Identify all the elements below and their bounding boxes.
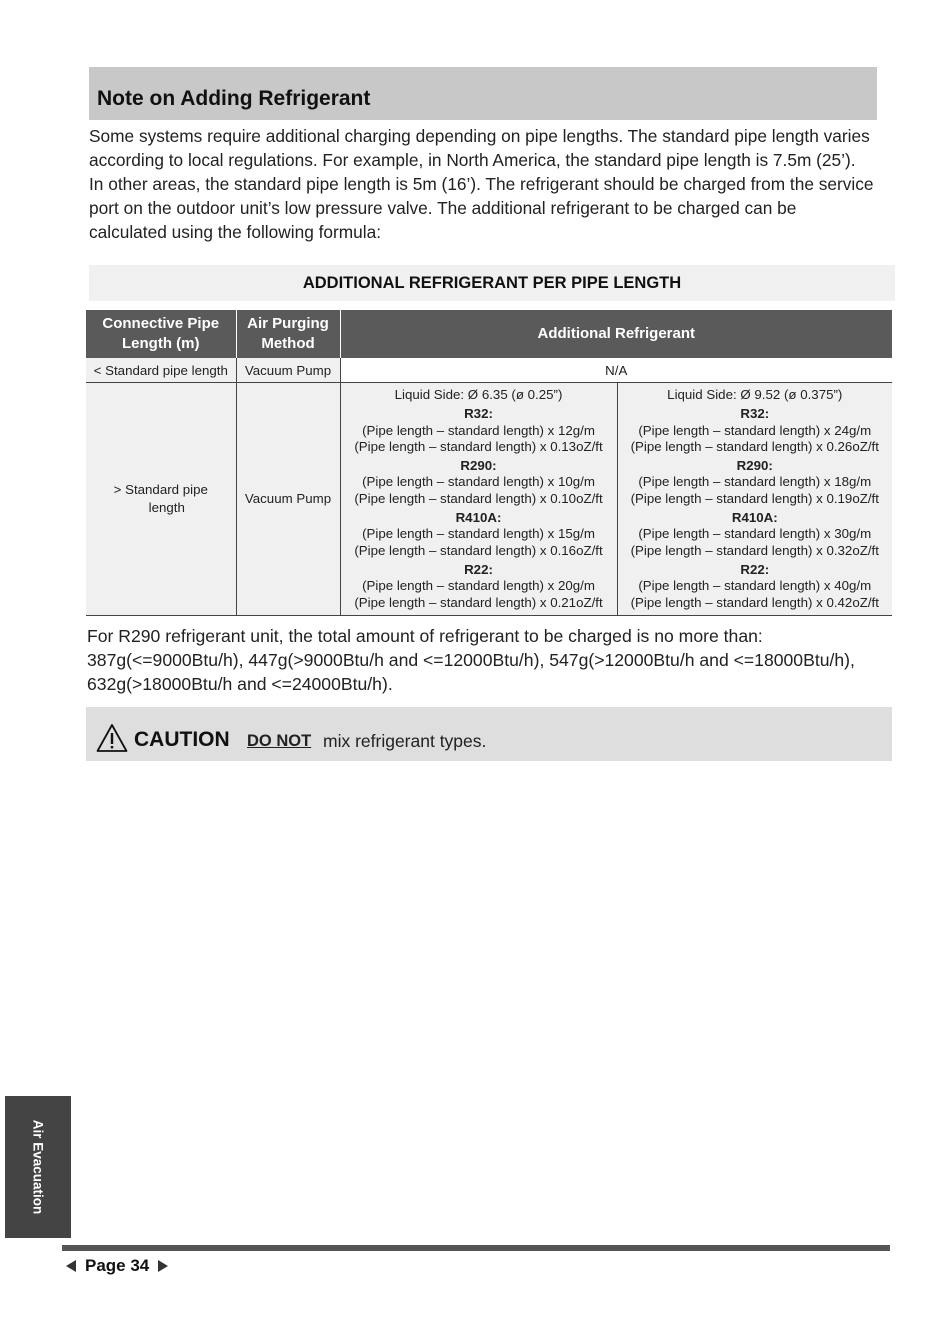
cell-length: < Standard pipe length bbox=[86, 358, 236, 383]
footer-divider bbox=[62, 1245, 890, 1251]
cell-length-line: length bbox=[148, 499, 185, 515]
intro-line: calculated using the following formula: bbox=[89, 222, 382, 242]
previous-page-icon[interactable] bbox=[66, 1260, 76, 1272]
next-page-icon[interactable] bbox=[158, 1260, 168, 1272]
cell-value: N/A bbox=[340, 358, 892, 383]
table-row bbox=[86, 383, 892, 616]
caution-text: mix refrigerant types. bbox=[323, 731, 487, 751]
refrigerant-name: R22: bbox=[740, 561, 770, 577]
caution-label: CAUTION bbox=[134, 728, 230, 751]
formula-metric: (Pipe length – standard length) x 15g/m bbox=[362, 526, 595, 542]
intro-paragraph bbox=[89, 124, 879, 244]
refrigerant-name: R22: bbox=[464, 561, 493, 577]
page-number: Page 34 bbox=[85, 1256, 150, 1275]
intro-line: according to local regulations. For example, in North America, the standard pipe length is 7.5m (25’). bbox=[89, 150, 856, 170]
liquid-side-heading: Liquid Side: Ø 9.52 (ø 0.375”) bbox=[667, 387, 843, 402]
section-header bbox=[89, 67, 877, 120]
cell-length bbox=[86, 383, 236, 616]
formula-imperial: (Pipe length – standard length) x 0.32oZ/ft bbox=[630, 542, 879, 558]
formula-imperial: (Pipe length – standard length) x 0.16oZ/ft bbox=[354, 542, 603, 558]
formula-metric: (Pipe length – standard length) x 20g/m bbox=[362, 578, 595, 594]
liquid-side-heading: Liquid Side: Ø 6.35 (ø 0.25”) bbox=[394, 387, 563, 402]
table-title: ADDITIONAL REFRIGERANT PER PIPE LENGTH bbox=[89, 265, 895, 301]
note-line: 632g(>18000Btu/h and <=24000Btu/h). bbox=[87, 674, 393, 694]
refrigerant-name: R290: bbox=[736, 458, 773, 474]
formula-imperial: (Pipe length – standard length) x 0.13oZ/ft bbox=[354, 438, 603, 454]
refrigerant-name: R32: bbox=[464, 406, 493, 422]
formula-imperial: (Pipe length – standard length) x 0.26oZ/ft bbox=[630, 438, 879, 454]
cell-liquid-side-952 bbox=[617, 383, 892, 616]
caution-emphasis: DO NOT bbox=[247, 732, 312, 750]
r290-note bbox=[87, 624, 907, 696]
refrigerant-name: R32: bbox=[740, 406, 770, 422]
side-tab bbox=[5, 1096, 71, 1238]
formula-metric: (Pipe length – standard length) x 40g/m bbox=[638, 578, 872, 594]
note-line: 387g(<=9000Btu/h), 447g(>9000Btu/h and <=12000Btu/h), 547g(>12000Btu/h and <=18000Btu/h), bbox=[87, 650, 855, 670]
refrigerant-name: R410A: bbox=[455, 510, 502, 526]
caution-box bbox=[86, 707, 892, 761]
section-title: Note on Adding Refrigerant bbox=[97, 87, 371, 110]
warning-triangle-icon bbox=[96, 723, 128, 753]
formula-metric: (Pipe length – standard length) x 24g/m bbox=[638, 422, 872, 438]
page-navigation bbox=[66, 1256, 168, 1276]
formula-metric: (Pipe length – standard length) x 10g/m bbox=[362, 474, 595, 490]
header-additional-refrigerant: Additional Refrigerant bbox=[340, 310, 892, 358]
cell-length-line: > Standard pipe bbox=[113, 481, 208, 497]
table-row bbox=[86, 358, 892, 383]
formula-metric: (Pipe length – standard length) x 12g/m bbox=[362, 422, 595, 438]
formula-imperial: (Pipe length – standard length) x 0.21oZ/ft bbox=[354, 594, 603, 610]
table-header-row bbox=[86, 310, 892, 358]
refrigerant-name: R290: bbox=[460, 458, 497, 474]
formula-metric: (Pipe length – standard length) x 30g/m bbox=[638, 526, 872, 542]
header-air-purging: Air Purging Method bbox=[236, 310, 340, 358]
cell-liquid-side-635 bbox=[340, 383, 617, 616]
intro-line: In other areas, the standard pipe length is 5m (16’). The refrigerant should be charged from the service bbox=[89, 174, 874, 194]
formula-imperial: (Pipe length – standard length) x 0.10oZ/ft bbox=[354, 490, 603, 506]
formula-imperial: (Pipe length – standard length) x 0.42oZ/ft bbox=[630, 594, 879, 610]
intro-line: port on the outdoor unit’s low pressure valve. The additional refrigerant to be charged can be bbox=[89, 198, 797, 218]
cell-method: Vacuum Pump bbox=[236, 358, 340, 383]
intro-line: Some systems require additional charging depending on pipe lengths. The standard pipe length varies bbox=[89, 126, 870, 146]
refrigerant-name: R410A: bbox=[731, 510, 778, 526]
formula-imperial: (Pipe length – standard length) x 0.19oZ/ft bbox=[630, 490, 879, 506]
refrigerant-table bbox=[86, 310, 892, 616]
note-line: For R290 refrigerant unit, the total amount of refrigerant to be charged is no more than: bbox=[87, 626, 763, 646]
header-pipe-length: Connective Pipe Length (m) bbox=[86, 310, 236, 358]
side-tab-label: Air Evacuation bbox=[30, 1119, 46, 1215]
cell-method: Vacuum Pump bbox=[236, 383, 340, 616]
formula-metric: (Pipe length – standard length) x 18g/m bbox=[638, 474, 872, 490]
